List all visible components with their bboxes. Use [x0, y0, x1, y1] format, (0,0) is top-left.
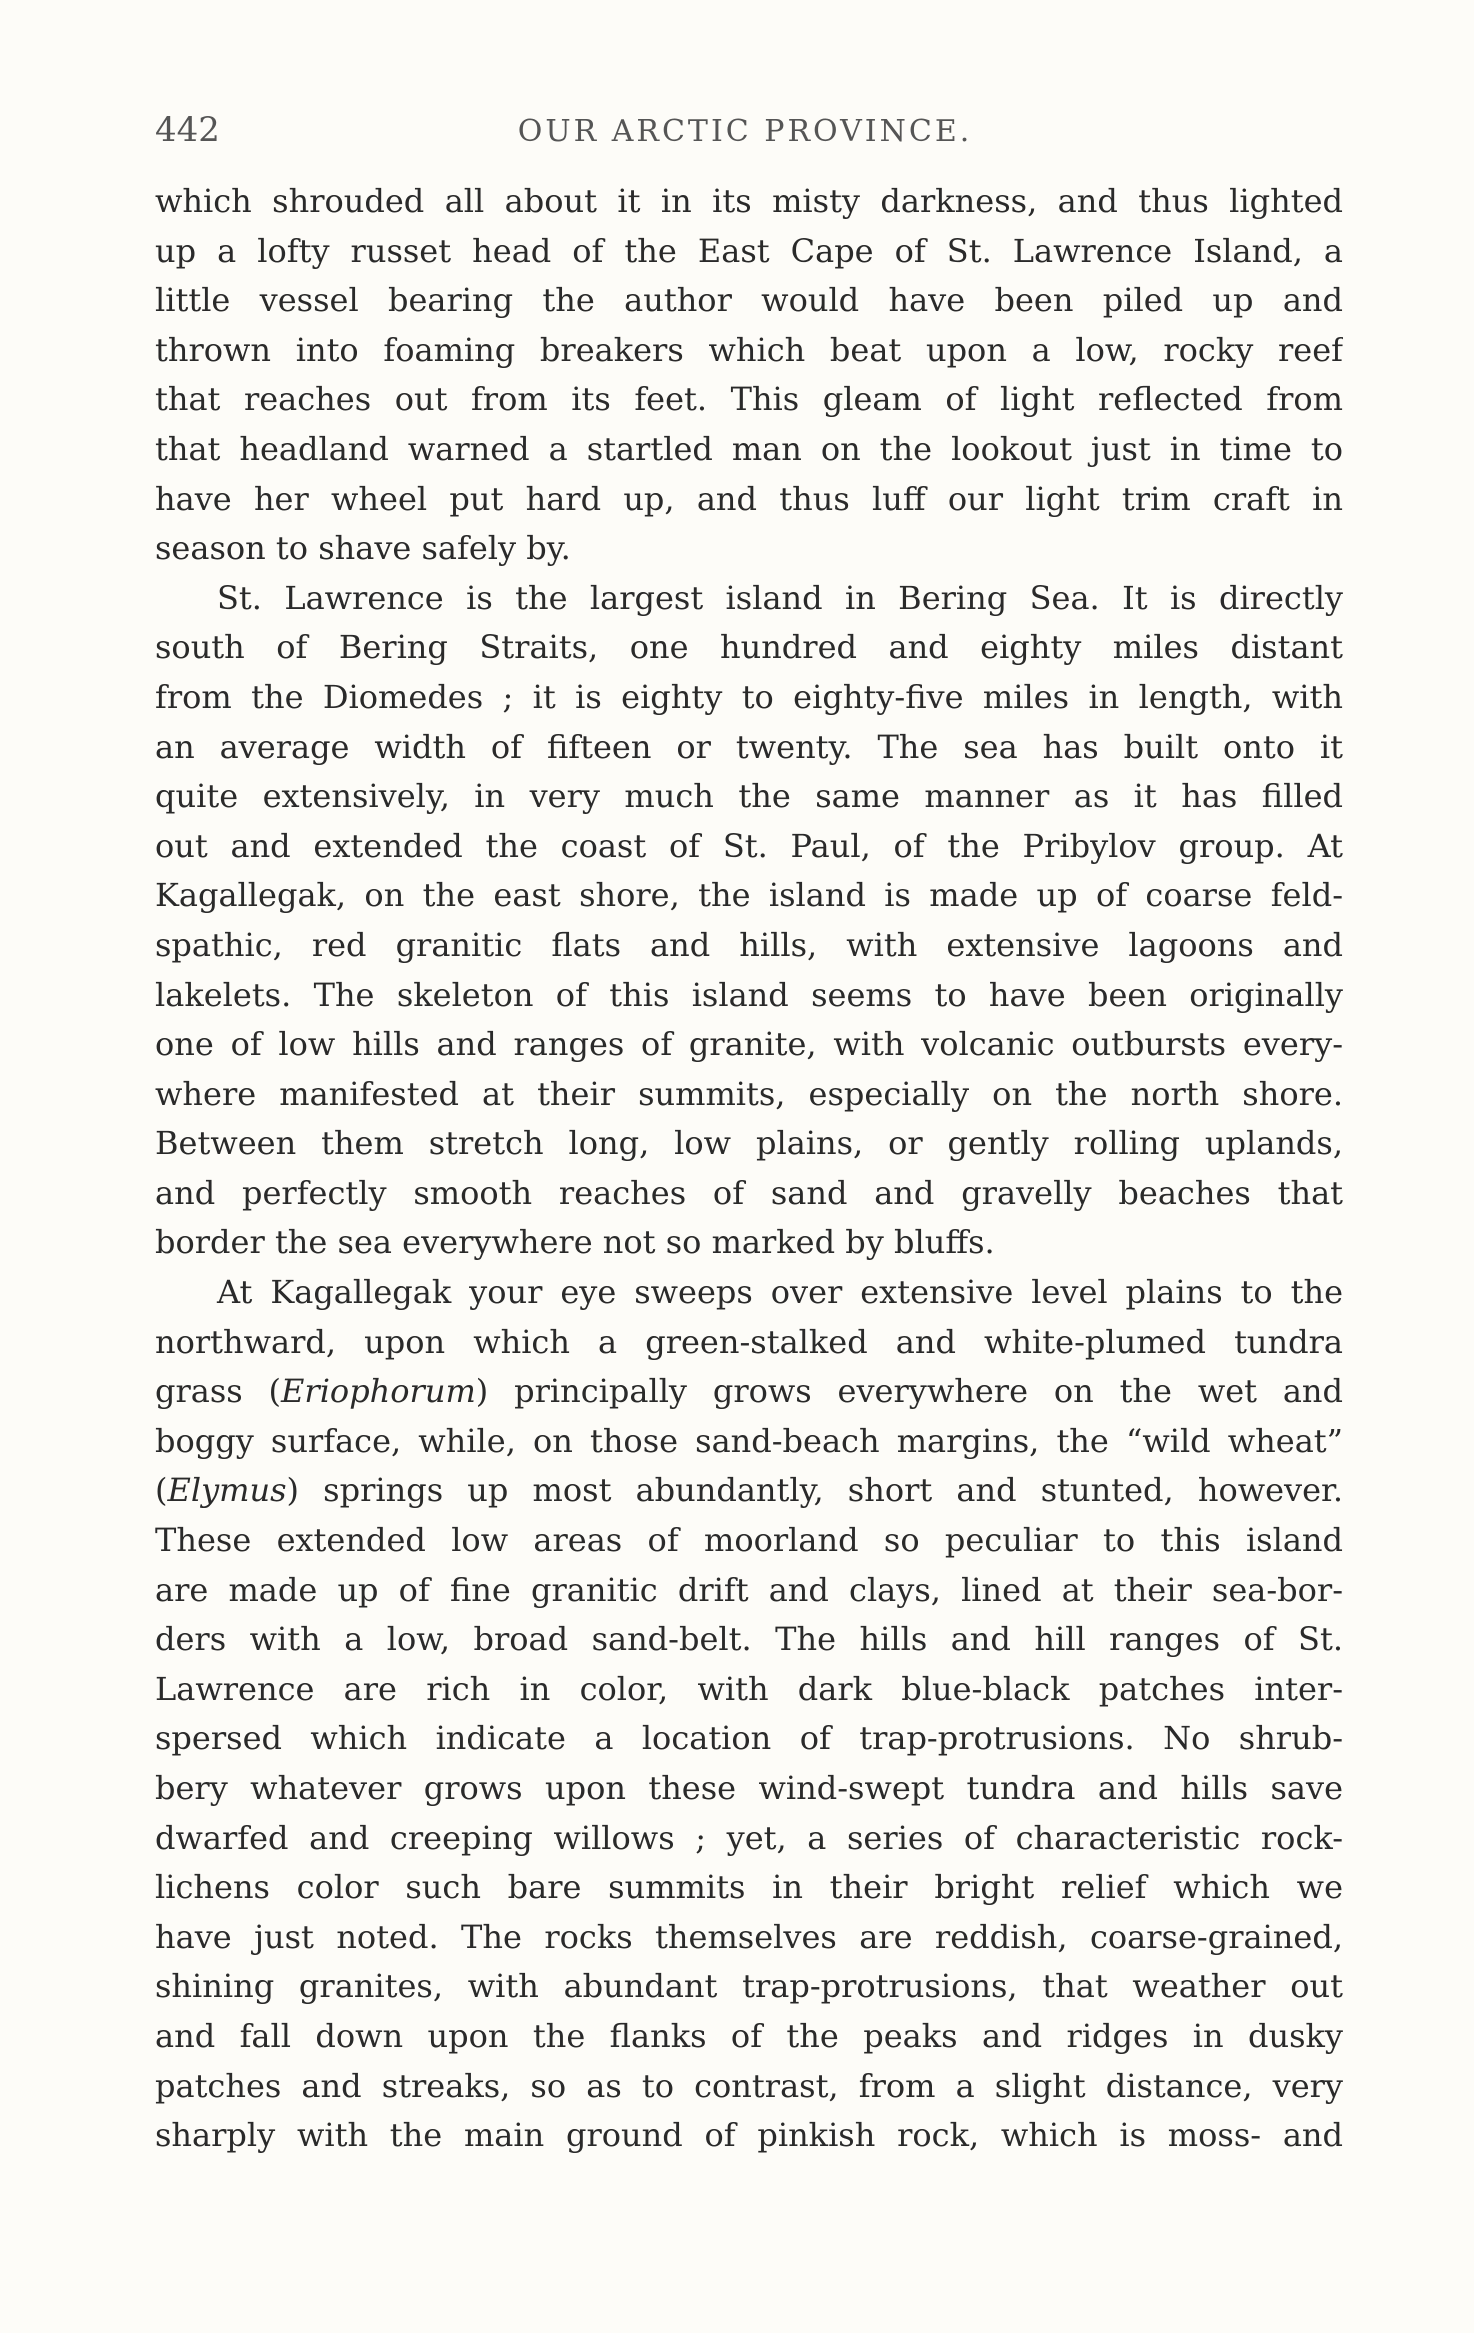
text-line: that reaches out from its feet. This gleam of light reflected from — [155, 380, 1343, 419]
text-line: patches and streaks, so as to contrast, from a slight distance, very — [155, 2066, 1343, 2105]
running-head: OUR ARCTIC PROVINCE. — [517, 114, 973, 149]
text-line: Lawrence are rich in color, with dark blue-black patches inter- — [155, 1669, 1343, 1708]
text-line: and perfectly smooth reaches of sand and gravelly beaches that — [155, 1173, 1343, 1212]
text-line: northward, upon which a green-stalked and white-plumed tundra — [155, 1322, 1343, 1361]
page-header — [155, 110, 1335, 160]
text-line: lichens color such bare summits in their bright relief which we — [155, 1868, 1343, 1907]
text-line: dwarfed and creeping willows ; yet, a series of characteristic rock- — [155, 1818, 1343, 1857]
text-line: St. Lawrence is the largest island in Bering Sea. It is directly — [217, 578, 1343, 617]
text-line: where manifested at their summits, especially on the north shore. — [155, 1074, 1343, 1113]
italic-term: Eriophorum — [281, 1372, 476, 1411]
text-line: thrown into foaming breakers which beat upon a low, rocky reef — [155, 330, 1343, 369]
text-line: sharply with the main ground of pinkish rock, which is moss- and — [155, 2116, 1343, 2155]
text-line: Kagallegak, on the east shore, the island is made up of coarse feld- — [155, 876, 1343, 915]
text-line: that headland warned a startled man on the lookout just in time to — [155, 429, 1343, 468]
text-line — [155, 1466, 1343, 1516]
text-line: shining granites, with abundant trap-protrusions, that weather out — [155, 1967, 1343, 2006]
text-line: lakelets. The skeleton of this island seems to have been originally — [155, 975, 1343, 1014]
text-line: border the sea everywhere not so marked by bluffs. — [155, 1223, 995, 1262]
text-line: which shrouded all about it in its misty darkness, and thus lighted — [155, 182, 1343, 220]
text-line: Between them stretch long, low plains, or gently rolling uplands, — [155, 1124, 1343, 1163]
text-line: have her wheel put hard up, and thus luff our light trim craft in — [155, 479, 1343, 518]
text-segment: ) springs up most abundantly, short and stunted, however. — [286, 1471, 1343, 1510]
text-line: out and extended the coast of St. Paul, of the Pribylov group. At — [155, 826, 1343, 865]
text-line: quite extensively, in very much the same manner as it has filled — [155, 777, 1343, 816]
text-line: and fall down upon the flanks of the peaks and ridges in dusky — [155, 2016, 1343, 2055]
text-line: an average width of fifteen or twenty. The sea has built onto it — [155, 727, 1343, 766]
text-line: from the Diomedes ; it is eighty to eighty-five miles in length, with — [155, 677, 1343, 716]
text-line: have just noted. The rocks themselves are reddish, coarse-grained, — [155, 1917, 1343, 1956]
text-line: south of Bering Straits, one hundred and eighty miles distant — [155, 628, 1343, 667]
text-line: are made up of fine granitic drift and clays, lined at their sea-bor- — [155, 1570, 1343, 1609]
text-line: These extended low areas of moorland so peculiar to this island — [155, 1521, 1343, 1560]
text-segment: ) principally grows everywhere on the wet and — [475, 1372, 1343, 1411]
text-line: ders with a low, broad sand-belt. The hills and hill ranges of St. — [155, 1620, 1343, 1659]
text-segment: grass ( — [155, 1372, 282, 1411]
text-line: one of low hills and ranges of granite, with volcanic outbursts every- — [155, 1025, 1343, 1064]
text-line: season to shave safely by. — [155, 529, 571, 568]
text-line: bery whatever grows upon these wind-swept tundra and hills save — [155, 1769, 1343, 1807]
text-line: At Kagallegak your eye sweeps over extensive level plains to the — [217, 1273, 1343, 1312]
text-line — [155, 1367, 1343, 1417]
text-line: boggy surface, while, on those sand-beach margins, the “wild wheat” — [155, 1421, 1343, 1460]
body-text — [155, 177, 1343, 2161]
text-line: little vessel bearing the author would have been piled up and — [155, 281, 1343, 320]
page-number: 442 — [155, 110, 220, 150]
text-line: spathic, red granitic flats and hills, with extensive lagoons and — [155, 925, 1343, 964]
italic-term: Elymus — [167, 1471, 287, 1510]
text-line: up a lofty russet head of the East Cape of St. Lawrence Island, a — [155, 231, 1343, 270]
text-segment: ( — [155, 1471, 168, 1510]
text-line: spersed which indicate a location of trap-protrusions. No shrub- — [155, 1719, 1343, 1758]
